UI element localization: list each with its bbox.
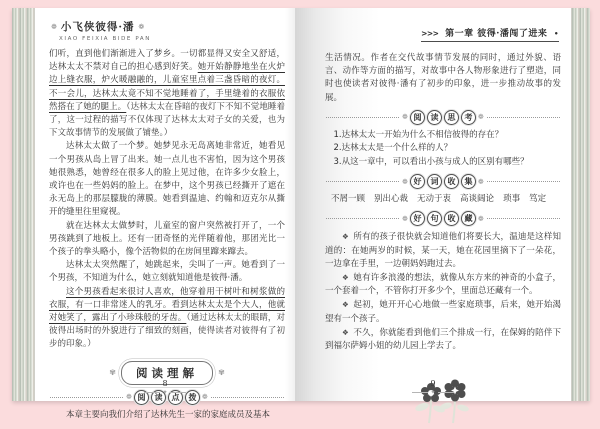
annotation-text: （通过达林太太的眼睛，对彼得出场时的外貌进行了细致的刻画，使得读者对彼得有了初步的印象。） (49, 313, 285, 350)
question-item: 1.达林太太一开始为什么不相信彼得的存在？ (333, 129, 504, 140)
badge-ornament-icon: ✾ (109, 367, 116, 377)
underlined-text: 这个男孩看起来很讨人喜欢，他穿着用干树叶和树浆做的衣服，有一口非常迷人的乳牙。看到达林太太是个大人，他就对她笑了，露出了小珍珠般的牙齿。 (49, 286, 285, 324)
chapter-header-row (325, 21, 559, 42)
reading-think-banner (325, 110, 561, 125)
collected-sentence: ❖ 起初，她开开心心地做一些家庭琐事，后来，她开始渴望有一个孩子。 (325, 300, 561, 324)
banner-char: 读 (151, 390, 166, 405)
book-title: 小飞侠彼得·潘 (60, 21, 135, 33)
dotted-rule (326, 117, 399, 118)
collected-sentence: ❖ 不久，你就能看到他们三个排成一行，在保姆的陪伴下到福尔萨姆小姐的幼儿园上学去了。 (325, 327, 561, 351)
collected-word: 笃定 (529, 194, 547, 205)
banner-label (410, 211, 476, 226)
banner-char: 点 (168, 390, 183, 405)
book-title-pinyin: XIAO FEIXIA BIDE PAN (59, 36, 151, 42)
dotted-rule (487, 218, 560, 219)
diamond-icon: ✦ (430, 389, 436, 396)
banner-char: 好 (410, 174, 425, 189)
page-number-flourish (35, 389, 295, 396)
question-list (325, 129, 561, 170)
diamond-bullet-icon: ❖ (342, 272, 352, 282)
sentence-collection (325, 230, 561, 353)
banner-char: 好 (410, 211, 425, 226)
right-page-footer (295, 380, 571, 396)
good-words-banner (325, 174, 561, 189)
reading-pointer-continuation: 生活情况。作者在交代故事情节发展的同时，通过外貌、语言、动作等方面的描写，对故事中各人物形象进行了塑造，同时也使读者对彼得·潘有了初步的印象，进一步推动故事的发展。 (325, 53, 561, 103)
diamond-bullet-icon: ❖ (342, 232, 352, 242)
banner-label (410, 110, 476, 125)
right-page (295, 8, 571, 401)
dotted-rule (487, 117, 560, 118)
chapter-title: 第一章 彼得·潘闯了进来 (445, 29, 548, 39)
body-text: 达林太太做了一个梦。她梦见永无岛离她非常近，她看见一个男孩从岛上冒了出来。她一点儿也不害怕，因为这个男孩她很熟悉，她曾经在很多人的脸上见过他，在许多少女脸上，或许也在一些妈妈的脸上。在梦中，这个男孩已经撕开了遮在永无岛上的那层朦胧的薄膜。她看到温迪、约翰和迈克尔从撕开的缝里往里窥视。 (49, 141, 285, 218)
banner-char: 阅 (134, 390, 149, 405)
dotted-rule (50, 397, 123, 398)
collected-word: 琐事 (503, 194, 521, 205)
page-number: 8 (162, 379, 168, 388)
banner-char: 思 (444, 110, 459, 125)
chapter-header (421, 26, 559, 42)
title-flourish-icon: ❁ (138, 22, 145, 31)
dotted-rule (487, 181, 560, 182)
banner-char: 词 (427, 174, 442, 189)
paragraph (49, 220, 285, 260)
scroll-ornament-icon: ❁ (402, 214, 408, 223)
dotted-rule (211, 397, 284, 398)
page-edges-left (12, 8, 35, 401)
collected-word: 别出心裁 (374, 194, 409, 205)
banner-char: 阅 (410, 110, 425, 125)
collected-sentence: ❖ 她有许多浪漫的想法，就像从东方来的神奇的小盒子，一个套着一个，不管你打开多少个，里面总还藏有一个。 (325, 272, 561, 297)
body-text: 就在达林太太做梦时，儿童室的窗户突然被打开了，一个男孩跳到了地板上。还有一团奇怪的光伴随着他，那团光比一个孩子的拳头略小，像个活物似的在房间里蹿来蹿去。 (49, 220, 285, 258)
diamond-bullet-icon: ❖ (342, 300, 352, 310)
chevrons-icon: >>> (421, 29, 439, 38)
banner-char: 藏 (461, 211, 476, 226)
collected-word: 高谈阔论 (460, 194, 495, 205)
title-flourish-icon: ❁ (51, 22, 57, 31)
banner-char: 句 (427, 211, 442, 226)
question-item: 2.达林太太是一个什么样的人？ (333, 143, 453, 154)
left-page-footer (35, 380, 295, 396)
left-page (35, 8, 295, 420)
banner-char: 考 (461, 110, 476, 125)
open-book (12, 8, 590, 420)
word-collection (331, 193, 561, 206)
collected-word: 不屑一顾 (331, 194, 366, 205)
scroll-ornament-icon: ❁ (402, 177, 408, 186)
page-edges-right (571, 8, 590, 401)
diamond-bullet-icon: ❖ (342, 327, 352, 337)
annotation-text: （达林太太在昏暗的夜灯下不知不觉地睡着了，这一过程的描写不仅体现了达林太太对子女的关爱，也为下文故事情节的发展做了铺垫。） (49, 101, 285, 139)
scroll-ornament-icon: ❁ (126, 393, 132, 402)
paragraph (49, 48, 285, 140)
diamond-icon: ✦ (162, 389, 168, 396)
dot-icon: • (554, 30, 559, 38)
dotted-rule (326, 181, 399, 182)
banner-label (410, 174, 476, 189)
paragraph (49, 286, 285, 352)
scroll-ornament-icon: ❁ (202, 393, 208, 402)
question-item: 3.从这一章中，可以看出小孩与成人的区别有哪些？ (333, 156, 529, 167)
banner-char: 集 (461, 174, 476, 189)
banner-char: 收 (444, 174, 459, 189)
reading-comprehension-badge: 阅读理解 (121, 361, 213, 385)
banner-char: 读 (427, 110, 442, 125)
story-text (49, 48, 285, 352)
banner-char: 拨 (185, 390, 200, 405)
paragraph (49, 259, 285, 285)
underlined-text: 她开始静静地坐在火炉边上缝衣服，炉火暖融融的，儿童室里点着三盏昏暗的夜灯。不一会儿，达林太太竟不知不觉地睡着了，手里缝着的衣服依然搭在了她的腿上。 (49, 62, 285, 112)
collected-sentence: ❖ 所有的孩子很快就会知道他们将要长大，温迪是这样知道的：在她两岁的时候，某一天，她在花园里摘下了一朵花，一边拿在手里，一边朝妈妈跑过去。 (325, 232, 561, 269)
page-number-flourish (295, 389, 571, 396)
scroll-ornament-icon: ❁ (478, 177, 484, 186)
banner-char: 收 (444, 211, 459, 226)
scroll-ornament-icon: ❁ (478, 113, 484, 122)
scroll-ornament-icon: ❁ (402, 113, 408, 122)
dotted-rule (326, 218, 399, 219)
paragraph (49, 140, 285, 219)
body-text: 们听，直到他们渐渐进入了梦乡。一切都显得又安全又舒适，达林太太不禁对自己的担心感到好笑。 (49, 49, 285, 73)
scroll-ornament-icon: ❁ (478, 214, 484, 223)
reading-pointer-text: 本章主要向我们介绍了达林先生一家的家庭成员及基本 (66, 409, 271, 420)
collected-word: 无动于衷 (417, 194, 452, 205)
badge-ornament-icon: ✾ (218, 367, 225, 377)
body-text: 达林太太突然醒了，她跳起来，尖叫了一声。她看到了一个男孩，不知道为什么，她立刻就知道他是彼得·潘。 (49, 260, 285, 284)
page-number: 9 (430, 379, 436, 388)
left-page-header (51, 19, 285, 42)
good-sentences-banner (325, 211, 561, 226)
